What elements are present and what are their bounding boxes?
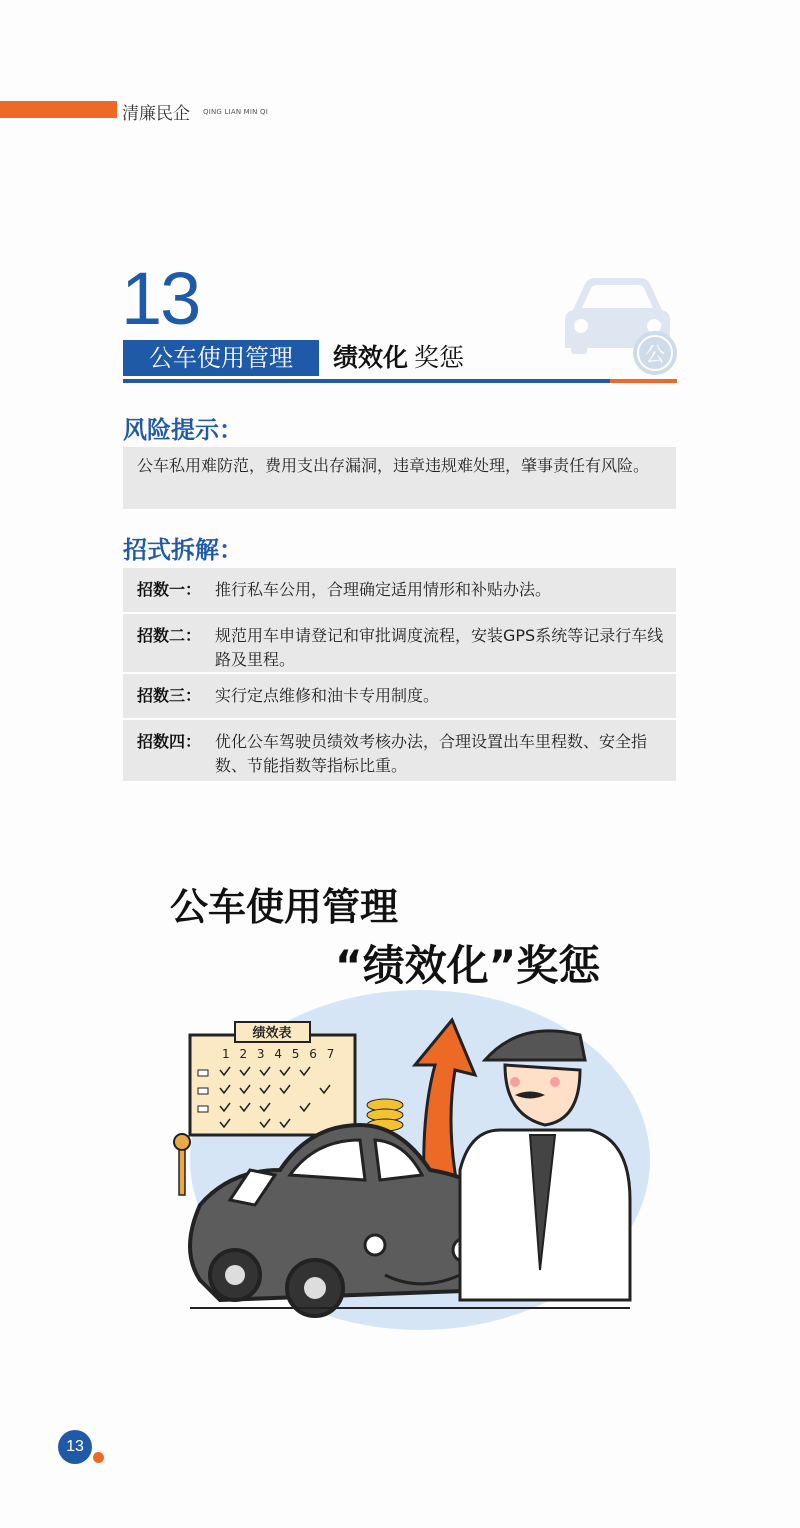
move-label: 招数二： — [137, 626, 202, 645]
header-title: 清廉民企 — [122, 104, 190, 124]
move-row — [123, 674, 676, 718]
page-number-dot — [93, 1452, 104, 1463]
car-badge-label: 公 — [645, 342, 665, 366]
move-row — [123, 614, 676, 672]
chart-board-title: 绩效表 — [252, 1026, 292, 1041]
title-rule-blue — [123, 379, 610, 383]
move-label: 招数三： — [137, 686, 202, 705]
move-text: 优化公车驾驶员绩效考核办法，合理设置出车里程数、安全指数、节能指数等指标比重。 — [215, 732, 648, 775]
illustration-line1: 公车使用管理 — [170, 885, 399, 929]
section-number: 13 — [121, 257, 200, 340]
car-badge-icon — [555, 270, 680, 375]
title-rule-orange — [610, 379, 677, 383]
move-text: 实行定点维修和油卡专用制度。 — [215, 686, 440, 705]
move-row — [123, 720, 676, 781]
move-text: 推行私车公用，合理确定适用情形和补贴办法。 — [215, 580, 552, 599]
risk-heading: 风险提示： — [123, 416, 243, 444]
key-icon — [174, 1134, 190, 1195]
illustration — [160, 870, 660, 1350]
risk-text: 公车私用难防范，费用支出存漏洞，违章违规难处理，肇事责任有风险。 — [123, 447, 676, 509]
move-label: 招数四： — [137, 732, 202, 751]
move-text: 规范用车申请登记和审批调度流程，安装GPS系统等记录行车线路及里程。 — [215, 626, 664, 669]
page-number: 13 — [58, 1430, 92, 1464]
chart-board-columns: 1 2 3 4 5 6 7 — [222, 1047, 338, 1061]
title-label-box: 公车使用管理 — [123, 340, 319, 376]
moves-heading: 招式拆解： — [123, 536, 243, 564]
move-label: 招数一： — [137, 580, 202, 599]
header-accent-bar — [0, 101, 117, 118]
illustration-line2: “绩效化”奖惩 — [335, 941, 601, 990]
move-row — [123, 568, 676, 612]
header-subtitle: QING LIAN MIN QI — [203, 108, 269, 116]
title-emphasis: 绩效化 — [333, 343, 409, 372]
title-rest: 奖惩 — [414, 343, 465, 372]
performance-chart-board — [190, 1022, 355, 1135]
